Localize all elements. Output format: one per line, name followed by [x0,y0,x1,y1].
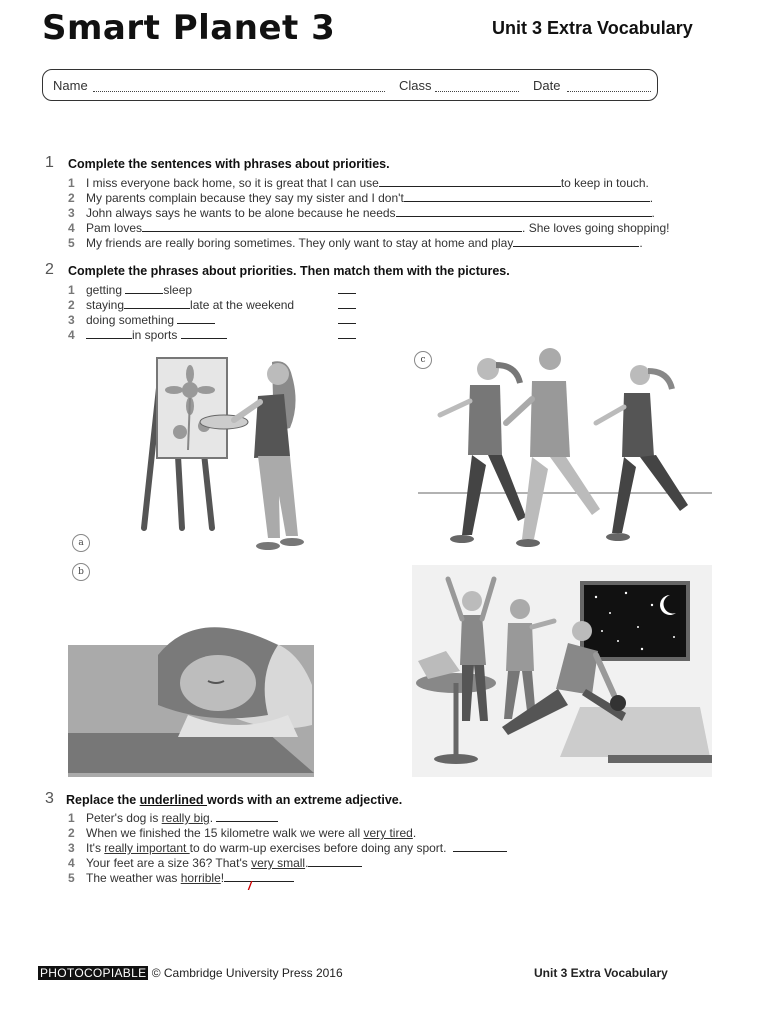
answer-blank[interactable] [404,201,650,202]
q2-item: 3 doing something [68,313,215,327]
name-label: Name [53,78,88,93]
page-title: Smart Planet 3 [42,8,336,48]
answer-blank[interactable] [124,308,190,309]
name-field[interactable] [93,91,385,92]
answer-blank[interactable] [379,186,561,187]
q2-item: 2 staying late at the weekend [68,298,295,312]
q3-item: 2 When we finished the 15 kilometre walk we were all very tired. [68,826,417,840]
picture-painting [132,350,312,555]
picture-sleeping [68,615,314,777]
question-1-instruction: Complete the sentences with phrases about priorities. [68,157,390,171]
footer-right: Unit 3 Extra Vocabulary [534,966,668,980]
label-a-circle: a [72,534,90,552]
student-info-box [42,69,658,101]
q3-item: 5 The weather was horrible! / [68,871,294,885]
question-3-number: 3 [45,790,54,807]
question-2-number: 2 [45,261,54,278]
q1-item: 5 My friends are really boring sometimes. They only want to stay at home and play . [68,236,643,250]
footer-left [38,966,343,980]
question-3-instruction: Replace the underlined words with an extreme adjective. [66,793,403,807]
answer-blank[interactable] [86,338,132,339]
answer-blank[interactable] [177,323,215,324]
answer-blank[interactable] [308,866,362,867]
label-c-circle: c [414,351,432,369]
question-1-number: 1 [45,154,54,171]
class-field[interactable] [435,91,519,92]
photocopiable-badge: PHOTOCOPIABLE [40,966,147,980]
answer-blank[interactable] [125,293,163,294]
answer-blank[interactable] [513,246,639,247]
q1-item: 3 John always says he wants to be alone because he needs . [68,206,655,220]
class-label: Class [399,78,432,93]
answer-blank[interactable] [142,231,522,232]
q1-item: 2 My parents complain because they say my sister and I don't . [68,191,654,205]
picture-jogging [418,345,714,555]
unit-title: Unit 3 Extra Vocabulary [492,18,693,38]
q2-item: 4 in sports [68,328,227,342]
match-blank-2[interactable] [338,308,356,309]
answer-blank[interactable] [216,821,278,822]
label-b-circle: b [72,563,90,581]
answer-blank[interactable] [181,338,227,339]
date-field[interactable] [567,91,651,92]
answer-blank[interactable] [453,851,507,852]
copyright-text: © Cambridge University Press 2016 [151,966,343,980]
q3-item: 3 It's really important to do warm-up exercises before doing any sport. [68,841,507,855]
q1-item: 4 Pam loves . She loves going shopping! [68,221,670,235]
q3-item: 4 Your feet are a size 36? That's very small. [68,856,362,870]
question-2-instruction: Complete the phrases about priorities. Then match them with the pictures. [68,264,510,278]
date-label: Date [533,78,561,93]
q3-item: 1 Peter's dog is really big. [68,811,278,825]
red-mark: / [248,879,252,893]
q1-item: 1 I miss everyone back home, so it is great that I can use to keep in touch. [68,176,649,190]
answer-blank[interactable] [224,879,294,893]
match-blank-4[interactable] [338,338,356,339]
q2-item: 1 getting sleep [68,283,193,297]
match-blank-3[interactable] [338,323,356,324]
match-blank-1[interactable] [338,293,356,294]
answer-blank[interactable] [396,216,652,217]
picture-bowling [412,565,712,777]
